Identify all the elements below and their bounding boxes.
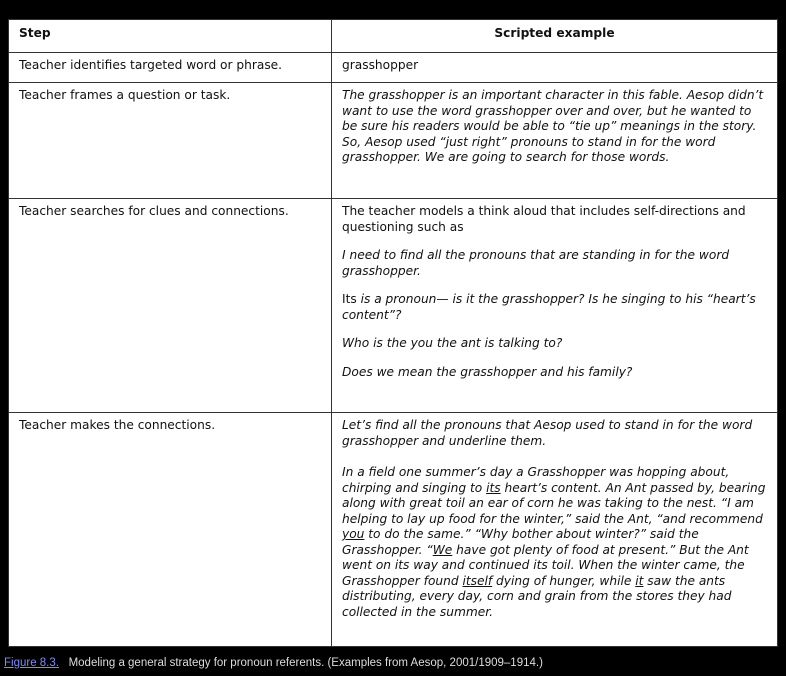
caption-text: Modeling a general strategy for pronoun referents. (Examples from Aesop, 2001/1909–1914.) [68, 657, 543, 669]
figure-label-link[interactable]: Figure 8.3. [4, 657, 59, 669]
example-text: Its is a pronoun— is it the grasshopper? Is he singing to his “heart’s content”? [342, 292, 756, 322]
example-text: Does we mean the grasshopper and his family? [342, 364, 633, 379]
table-row [9, 83, 778, 199]
strategy-table [8, 19, 778, 647]
example-text: Let’s find all the pronouns that Aesop used to stand in for the word grasshopper and underline them. [342, 418, 753, 448]
header-row [9, 20, 778, 53]
step-cell: Teacher frames a question or task. [9, 83, 332, 199]
table-row [9, 199, 778, 413]
example-text: I need to find all the pronouns that are standing in for the word grasshopper. [342, 248, 730, 278]
example-cell [332, 83, 778, 199]
figure-caption [4, 657, 543, 669]
figure-frame [0, 11, 786, 653]
example-text: The teacher models a think aloud that includes self-directions and questioning such as [342, 204, 746, 234]
table-row [9, 413, 778, 647]
step-cell: Teacher searches for clues and connections. [9, 199, 332, 413]
example-cell [332, 413, 778, 647]
example-text: Who is the you the ant is talking to? [342, 336, 563, 350]
table-row [9, 53, 778, 83]
step-cell: Teacher identifies targeted word or phrase. [9, 53, 332, 83]
example-cell [332, 199, 778, 413]
step-cell: Teacher makes the connections. [9, 413, 332, 647]
example-text: The grasshopper is an important character in this fable. Aesop didn’t want to use the word grasshopper over and over, but he wanted to be sure his readers would be able to “tie up” meanings in the story. So, Aesop used “just right” pronouns to stand in for the word grasshopper. We are going to search for those words. [342, 88, 764, 164]
header-step: Step [9, 20, 332, 53]
header-example: Scripted example [332, 20, 778, 53]
fable-text: In a field one summer’s day a Grasshopper was hopping about, chirping and singing to its heart’s content. An Ant passed by, bearing along with great toil an ear of corn he was taking to the nest. “I am helping to lay up food for the winter,” said the Ant, “and recommend you to do the same.” “Why bother about winter?” said the Grasshopper. “We have got plenty of food at present.” But the Ant went on its way and continued its toil. When the winter came, the Grasshopper found itself dying of hunger, while it saw the ants distributing, every day, corn and grain from the stores they had collected in the summer. [342, 465, 766, 619]
example-cell: grasshopper [332, 53, 778, 83]
